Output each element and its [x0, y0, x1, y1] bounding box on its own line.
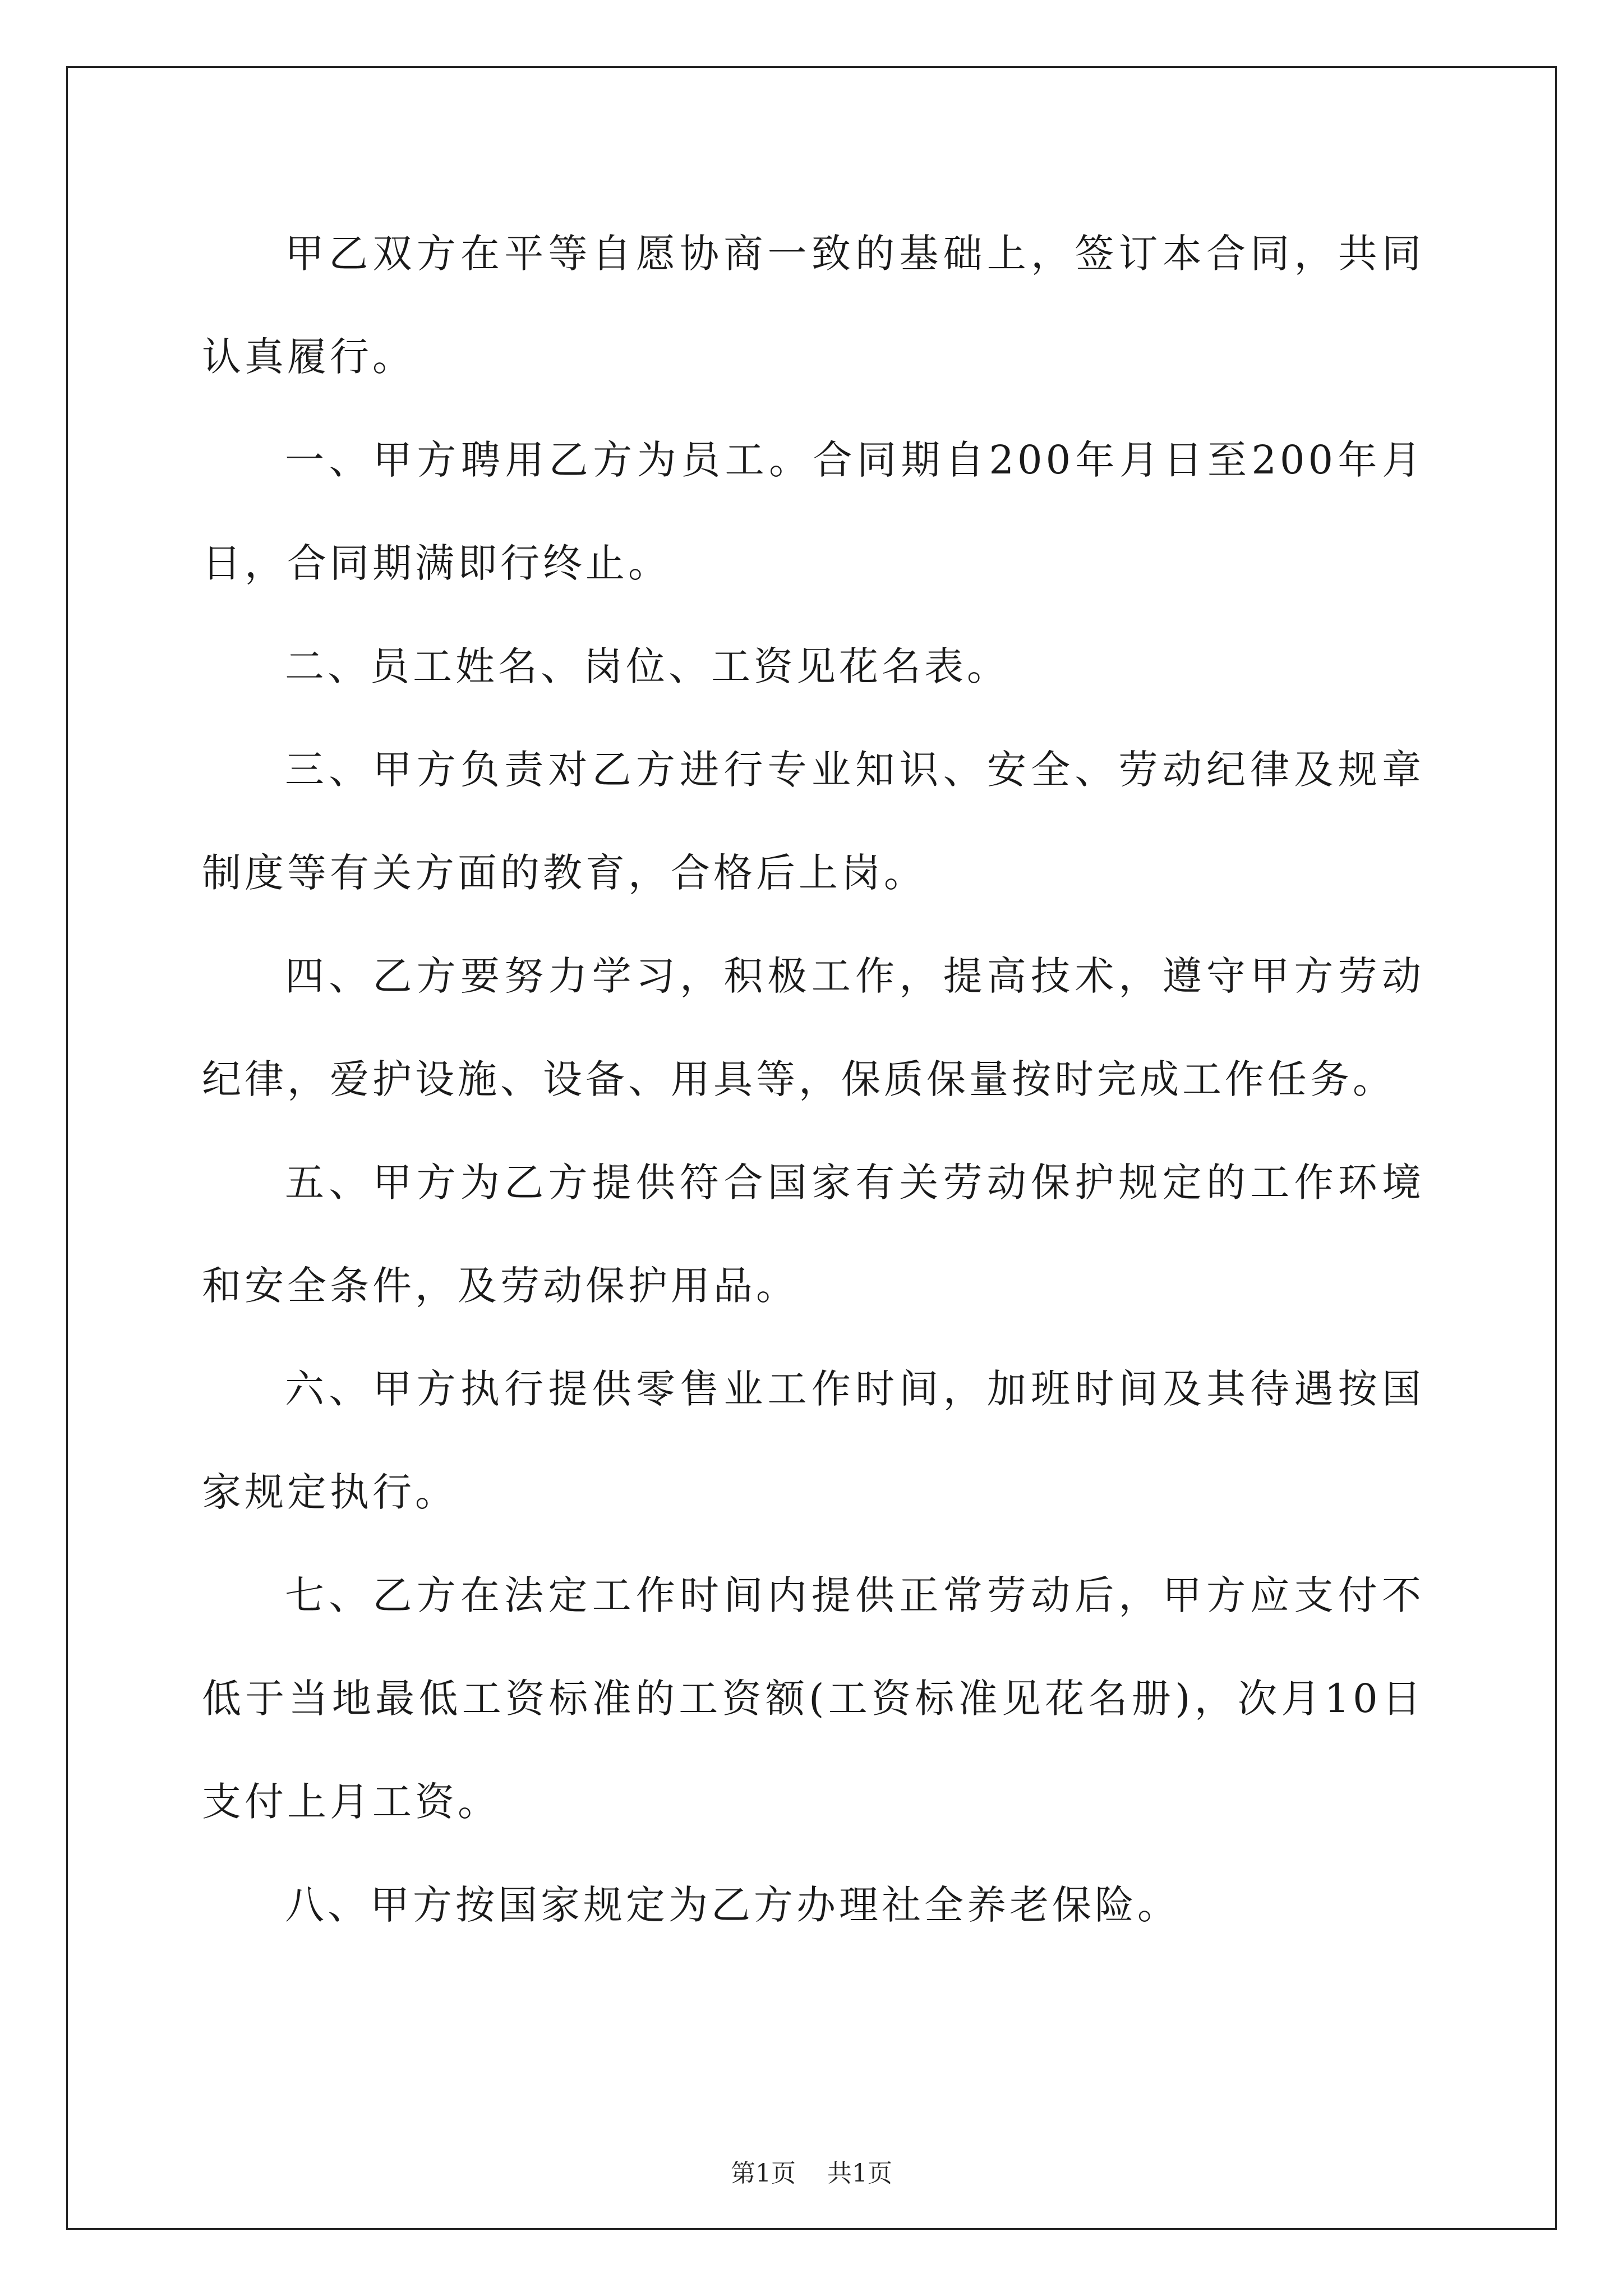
paragraph-clause-2: 二、员工姓名、岗位、工资见花名表。: [285, 643, 1009, 689]
document-body: [202, 202, 1424, 1957]
paragraph-clause-1: 一、甲方聘用乙方为员工。合同期自200年月日至200年月日，合同期满即行终止。: [202, 437, 1424, 586]
paragraph-clause-7: 七、乙方在法定工作时间内提供正常劳动后，甲方应支付不低于当地最低工资标准的工资额(工资标准见花名册)，次月10日支付上月工资。: [202, 1572, 1424, 1825]
paragraph-clause-5: 五、甲方为乙方提供符合国家有关劳动保护规定的工作环境和安全条件，及劳动保护用品。: [202, 1159, 1424, 1309]
paragraph-clause-4: 四、乙方要努力学习，积极工作，提高技术，遵守甲方劳动纪律，爱护设施、设备、用具等，保质保量按时完成工作任务。: [202, 953, 1424, 1102]
paragraph-intro: 甲乙双方在平等自愿协商一致的基础上，签订本合同，共同认真履行。: [202, 231, 1424, 380]
paragraph-clause-6: 六、甲方执行提供零售业工作时间，加班时间及其待遇按国家规定执行。: [202, 1366, 1424, 1515]
page-number: 第1页: [731, 2159, 796, 2188]
paragraph-clause-8: 八、甲方按国家规定为乙方办理社全养老保险。: [285, 1882, 1180, 1928]
page-footer: [0, 2153, 1623, 2189]
paragraph-clause-3: 三、甲方负责对乙方进行专业知识、安全、劳动纪律及规章制度等有关方面的教育，合格后上岗。: [202, 747, 1424, 896]
page-total: 共1页: [827, 2159, 892, 2188]
